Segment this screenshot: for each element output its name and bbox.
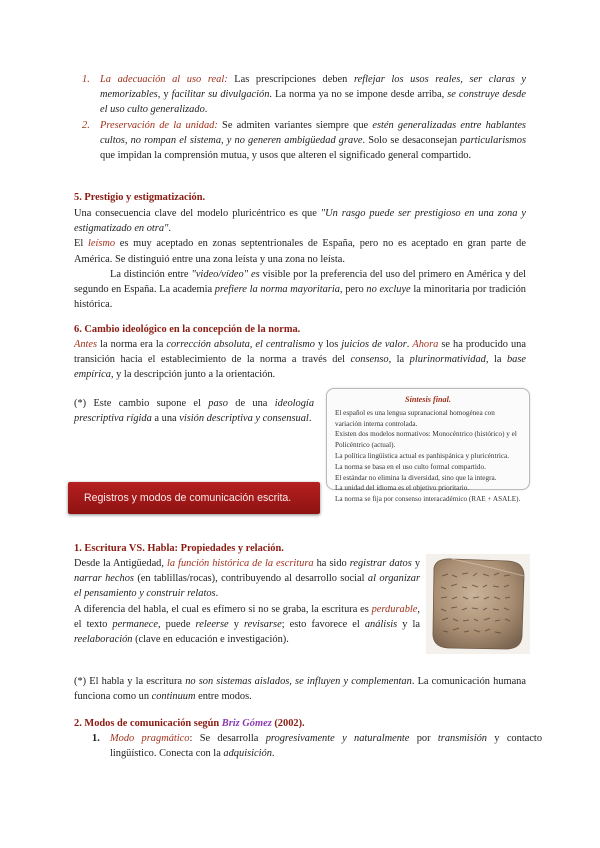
text-segment: , y la descripción junto a la orientación. (110, 369, 276, 381)
text-segment: (2002). (271, 718, 305, 729)
section-banner: Registros y modos de comunicación escrita. (68, 482, 320, 514)
text-segment: leísmo (87, 238, 116, 250)
section-6-heading: 6. Cambio ideológico en la concepción de la norma. (74, 324, 301, 335)
section-6-body (74, 337, 526, 383)
text-segment: reelaboración (74, 634, 133, 646)
text-segment: progresivamente y naturalmente (265, 733, 410, 744)
text-segment: entre modos. (195, 691, 252, 703)
text-segment: y (228, 618, 244, 630)
cuneiform-tablet-image (426, 554, 530, 654)
writing-section-2-heading (74, 716, 305, 731)
text-segment: visión descriptiva y consensual (179, 413, 309, 425)
synthesis-line: El español es una lengua supranacional homogénea con variación interna controlada. (335, 408, 495, 428)
paragraph (74, 602, 420, 648)
text-segment: estén generalizadas entre hablantes cultos, no rompan el sistema, y no generen ambigüedad grave (100, 119, 526, 146)
text-segment: juicios de valor (341, 339, 407, 350)
text-segment: . (271, 748, 275, 760)
text-segment: es muy aceptado en zonas septentrionales de España, pero no es aceptado en gran parte de América. Se distinguió entre una zona leísta y una zona no leísta. (74, 238, 526, 265)
text-segment: narrar hechos (74, 573, 134, 585)
text-segment: permanece (112, 618, 158, 630)
text-segment: facilitar su divulgación (171, 89, 270, 101)
text-segment: de una (227, 398, 275, 409)
text-segment: que impidan la comprensión mutua, y usos que alteren el significado general compartido. (100, 150, 472, 162)
text-segment: análisis (364, 618, 398, 630)
text-segment: no son sistemas aislados, se influyen y complementan (185, 676, 412, 687)
text-segment: Ahora (412, 339, 439, 350)
list-item-text (100, 74, 526, 115)
text-segment: El (74, 238, 88, 250)
text-segment: , y (157, 89, 172, 101)
synthesis-line: La norma se basa en el uso culto formal compartido. (335, 462, 486, 471)
text-segment: . Solo se desaconsejan (362, 134, 461, 146)
text-segment: . (308, 413, 312, 425)
text-segment: (en tablillas/rocas), contribuyendo al desarrollo social (133, 573, 368, 585)
text-segment: Antes (74, 339, 98, 350)
text-segment: la función histórica de la escritura (166, 558, 314, 569)
text-segment: transmisión (437, 733, 487, 744)
text-segment: plurinormatividad (409, 354, 486, 366)
text-segment: paso (208, 398, 228, 409)
text-segment: Briz Gómez (221, 718, 272, 729)
text-segment: A diferencia del habla, el cual es efímero si no se graba, la escritura es (74, 603, 372, 615)
synthesis-box (326, 388, 530, 504)
text-segment: (clave en educación e investigación). (132, 634, 289, 646)
writing-section-1-body (74, 556, 420, 647)
text-segment: adquisición (223, 748, 272, 760)
text-segment: y los (314, 339, 342, 350)
list-item-text (100, 120, 526, 161)
synthesis-line: El estándar no elimina la diversidad, sino que la integra. (335, 473, 497, 482)
text-segment: se construye desde el uso culto generalizado (100, 89, 526, 116)
text-segment: . La norma ya no se impone desde arriba, (269, 89, 448, 101)
text-segment: a una (151, 413, 180, 425)
writing-section-1-heading: 1. Escritura VS. Habla: Propiedades y relación. (74, 543, 284, 554)
norm-criteria-list (82, 72, 526, 163)
text-segment: (*) El habla y la escritura (74, 676, 186, 687)
text-segment: registrar datos (349, 558, 412, 569)
text-segment: la minoritaria por tradición histórica. (74, 284, 526, 311)
section-6-note (74, 396, 314, 426)
text-segment: reflejar los usos reales, ser claras y memorizables (100, 74, 526, 101)
text-segment: ideología prescriptiva rígida (74, 398, 315, 425)
text-segment: por (409, 733, 438, 744)
text-segment: corrección absoluta, el centralismo (166, 339, 315, 350)
text-segment: y contacto lingüístico. Conecta con la (110, 733, 543, 760)
text-segment: revisarse (243, 618, 282, 630)
text-segment: Modo pragmático (110, 733, 190, 744)
text-segment: "video/vídeo" es (191, 268, 260, 280)
text-segment: "Un rasgo puede ser prestigioso en una zona y estigmatizado en otra" (74, 208, 526, 235)
text-segment: 2. Modos de comunicación según (74, 718, 222, 729)
list-item (92, 731, 542, 761)
text-segment: . (215, 588, 219, 600)
text-segment: particularismos (460, 134, 526, 146)
section-5-heading: 5. Prestigio y estigmatización. (74, 192, 206, 203)
text-segment: Preservación de la unidad: (100, 119, 218, 131)
synthesis-line: Existen dos modelos normativos: Monocéntrico (histórico) y el Policéntrico (actual). (335, 430, 517, 450)
list-item (82, 72, 526, 118)
text-segment: . La comunicación humana funciona como un (74, 676, 526, 703)
text-segment: y (411, 558, 421, 569)
text-segment: ; esto favorece el (281, 618, 365, 630)
text-segment: Desde la Antigüedad, (74, 558, 167, 569)
text-segment: (*) Este cambio supone el (74, 398, 209, 409)
paragraph (74, 206, 526, 236)
list-item-text (110, 733, 542, 759)
synthesis-line: La política lingüística actual es panhispánica y pluricéntrica. (335, 451, 510, 460)
text-segment: y la (397, 618, 420, 630)
text-segment: , la (388, 354, 410, 366)
paragraph (74, 556, 420, 602)
text-segment: , el texto (74, 603, 420, 630)
text-segment: base empírica (74, 354, 527, 381)
text-segment: Las prescripciones deben (227, 74, 354, 85)
text-segment: , pero (339, 284, 367, 296)
text-segment: La distinción entre (110, 268, 192, 280)
synthesis-title: Síntesis final. (405, 395, 451, 404)
text-segment: , la (485, 354, 507, 366)
text-segment: visible por la preferencia del uso del primero en América y del segundo en España. La academia (74, 268, 526, 296)
text-segment: prefiere la norma mayoritaria (214, 284, 340, 296)
paragraph (74, 267, 526, 313)
synthesis-line: La unidad del idioma es el objetivo prioritario. (335, 484, 470, 493)
text-segment: . (406, 339, 413, 350)
text-segment: . (204, 104, 208, 116)
text-segment: la norma era la (97, 339, 167, 350)
text-segment: releerse (195, 618, 229, 630)
text-segment: Se admiten variantes siempre que (217, 119, 373, 131)
text-segment: ha sido (313, 558, 350, 569)
text-segment: Una consecuencia clave del modelo pluricéntrico es que (74, 208, 321, 219)
text-segment: consenso (350, 354, 389, 366)
list-number: 1. (82, 74, 90, 85)
list-item (82, 118, 526, 164)
text-segment: no excluye (366, 284, 411, 296)
text-segment: , puede (158, 618, 196, 630)
paragraph (74, 236, 526, 266)
text-segment: . (168, 223, 172, 235)
list-number: 2. (82, 119, 90, 131)
text-segment: continuum (151, 691, 196, 703)
list-number: 1. (92, 733, 100, 744)
section-5-body (74, 206, 526, 312)
text-segment: se ha producido una transición hacia el establecimiento de la norma a través del (74, 339, 526, 366)
text-segment: : Se desarrolla (189, 733, 266, 744)
synthesis-line: La norma se fija por consenso interacadémico (RAE + ASALE). (335, 495, 521, 504)
text-segment: al organizar el pensamiento y construir relatos (74, 573, 420, 600)
writing-note (74, 674, 526, 704)
text-segment: La adecuación al uso real: (100, 74, 228, 85)
text-segment: perdurable (371, 603, 418, 615)
